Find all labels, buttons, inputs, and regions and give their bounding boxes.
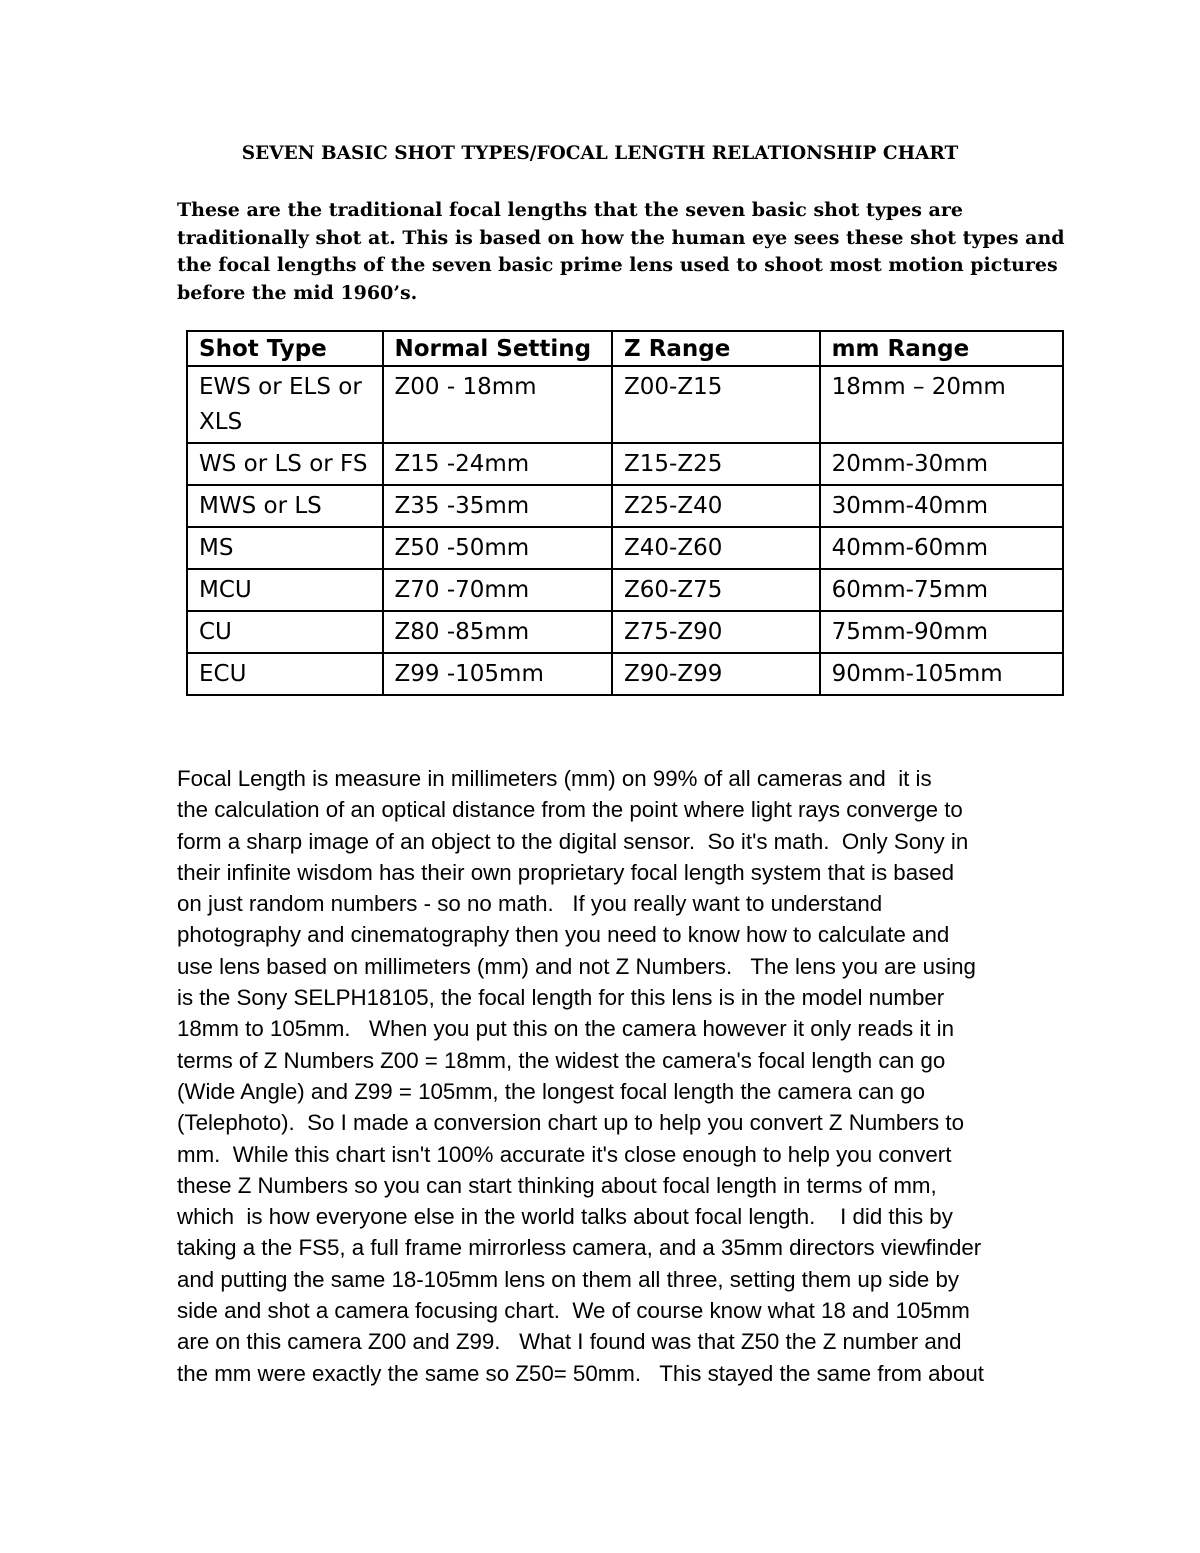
cell-mm-range: 30mm-40mm <box>820 485 1063 527</box>
body-line: (Telephoto). So I made a conversion chart up to help you convert Z Numbers to <box>177 1110 964 1136</box>
cell-shot-type: ECU <box>187 653 383 695</box>
body-line: form a sharp image of an object to the digital sensor. So it's math. Only Sony in <box>177 828 969 854</box>
body-line: the calculation of an optical distance from the point where light rays converge to <box>177 797 963 823</box>
cell-z-range: Z15-Z25 <box>612 443 820 485</box>
cell-normal-setting: Z80 -85mm <box>383 611 613 653</box>
cell-normal-setting: Z35 -35mm <box>383 485 613 527</box>
cell-mm-range: 40mm-60mm <box>820 527 1063 569</box>
table-row <box>187 366 1063 443</box>
table-header-row <box>187 331 1063 366</box>
table-row <box>187 569 1063 611</box>
cell-mm-range: 75mm-90mm <box>820 611 1063 653</box>
body-line: these Z Numbers so you can start thinking about focal length in terms of mm, <box>177 1172 937 1198</box>
cell-z-range: Z00-Z15 <box>612 366 820 443</box>
body-line: and putting the same 18-105mm lens on them all three, setting them up side by <box>177 1266 960 1292</box>
table-row <box>187 443 1063 485</box>
intro-line: the focal lengths of the seven basic prime lens used to shoot most motion pictures <box>177 254 1058 276</box>
body-line: (Wide Angle) and Z99 = 105mm, the longest focal length the camera can go <box>177 1078 926 1104</box>
body-paragraph <box>177 763 1057 1389</box>
cell-shot-type: EWS or ELS or XLS <box>187 366 383 443</box>
shot-type-table <box>186 330 1064 696</box>
body-line: is the Sony SELPH18105, the focal length for this lens is in the model number <box>177 985 945 1011</box>
table-row <box>187 653 1063 695</box>
cell-mm-range: 60mm-75mm <box>820 569 1063 611</box>
header-shot-type: Shot Type <box>187 331 383 366</box>
body-line: 18mm to 105mm. When you put this on the camera however it only reads it in <box>177 1016 955 1042</box>
cell-normal-setting: Z15 -24mm <box>383 443 613 485</box>
cell-shot-type: MWS or LS <box>187 485 383 527</box>
cell-z-range: Z40-Z60 <box>612 527 820 569</box>
header-z-range: Z Range <box>612 331 820 366</box>
cell-z-range: Z90-Z99 <box>612 653 820 695</box>
cell-mm-range: 90mm-105mm <box>820 653 1063 695</box>
body-line: side and shot a camera focusing chart. We of course know what 18 and 105mm <box>177 1298 970 1324</box>
body-line: use lens based on millimeters (mm) and not Z Numbers. The lens you are using <box>177 953 976 979</box>
cell-mm-range: 20mm-30mm <box>820 443 1063 485</box>
cell-normal-setting: Z00 - 18mm <box>383 366 613 443</box>
cell-z-range: Z25-Z40 <box>612 485 820 527</box>
body-line: the mm were exactly the same so Z50= 50mm. This stayed the same from about <box>177 1360 984 1386</box>
cell-mm-range: 18mm – 20mm <box>820 366 1063 443</box>
body-line: which is how everyone else in the world talks about focal length. I did this by <box>177 1204 953 1230</box>
intro-line: before the mid 1960’s. <box>177 281 418 304</box>
intro-paragraph <box>177 197 1065 307</box>
table-row <box>187 485 1063 527</box>
header-normal-setting: Normal Setting <box>383 331 613 366</box>
intro-line: traditionally shot at. This is based on how the human eye sees these shot types and <box>177 226 1065 249</box>
cell-shot-type: MCU <box>187 569 383 611</box>
body-line: on just random numbers - so no math. If you really want to understand <box>177 891 883 917</box>
body-line: photography and cinematography then you need to know how to calculate and <box>177 922 950 948</box>
body-line: Focal Length is measure in millimeters (mm) on 99% of all cameras and it is <box>177 766 932 791</box>
cell-shot-type: WS or LS or FS <box>187 443 383 485</box>
intro-line: These are the traditional focal lengths that the seven basic shot types are <box>177 199 963 221</box>
cell-normal-setting: Z70 -70mm <box>383 569 613 611</box>
cell-shot-type: CU <box>187 611 383 653</box>
table-row <box>187 527 1063 569</box>
body-line: their infinite wisdom has their own proprietary focal length system that is based <box>177 859 955 885</box>
body-line: terms of Z Numbers Z00 = 18mm, the widest the camera's focal length can go <box>177 1047 946 1073</box>
cell-normal-setting: Z99 -105mm <box>383 653 613 695</box>
body-line: mm. While this chart isn't 100% accurate it's close enough to help you convert <box>177 1141 952 1167</box>
cell-z-range: Z75-Z90 <box>612 611 820 653</box>
cell-z-range: Z60-Z75 <box>612 569 820 611</box>
table-row <box>187 611 1063 653</box>
header-mm-range: mm Range <box>820 331 1063 366</box>
cell-normal-setting: Z50 -50mm <box>383 527 613 569</box>
page-title: SEVEN BASIC SHOT TYPES/FOCAL LENGTH RELATIONSHIP CHART <box>241 143 959 164</box>
body-line: are on this camera Z00 and Z99. What I found was that Z50 the Z number and <box>177 1329 962 1355</box>
cell-shot-type: MS <box>187 527 383 569</box>
body-line: taking a the FS5, a full frame mirrorless camera, and a 35mm directors viewfinder <box>177 1235 982 1261</box>
